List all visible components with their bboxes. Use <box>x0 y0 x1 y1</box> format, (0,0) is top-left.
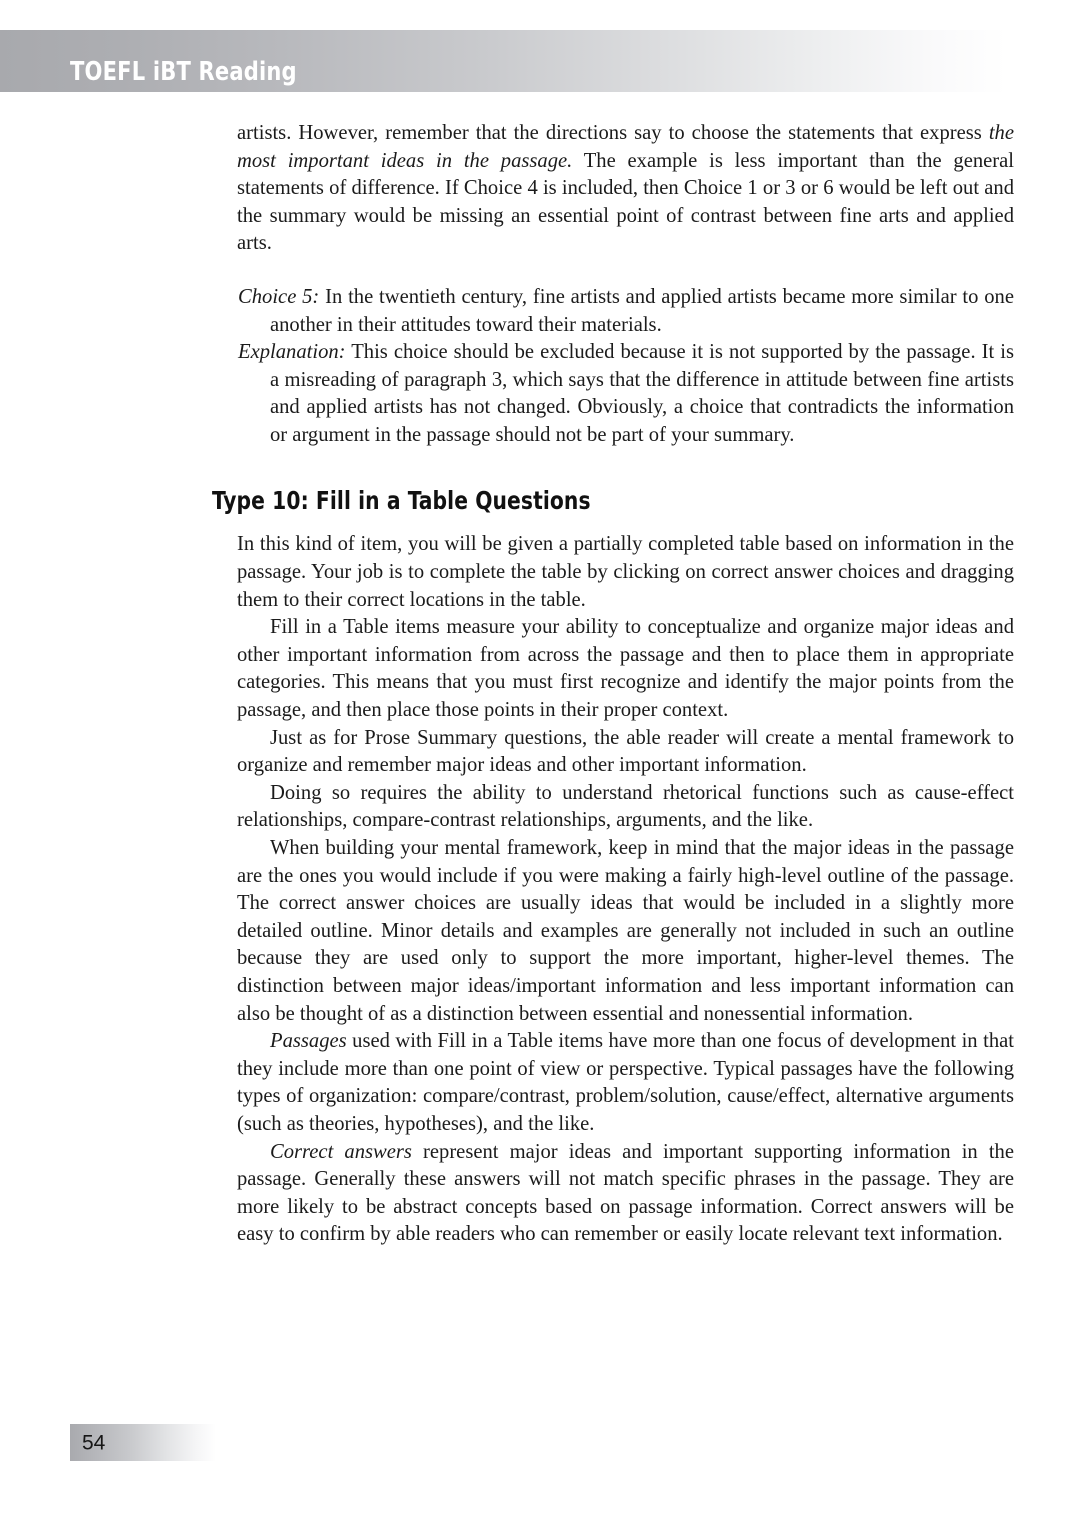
top-paragraph-part1: artists. However, remember that the directions say to choose the statements that express <box>237 122 989 144</box>
section-paragraph <box>237 780 1014 835</box>
running-head-title: TOEFL iBT Reading <box>70 57 297 87</box>
section-paragraph-italic-lead: Passages <box>270 1030 347 1053</box>
section-paragraph-text: used with Fill in a Table items have more than one focus of development in that they include more than one point of view or perspective. Typical passages have the following types of organization: compare/contrast, problem/solution, cause/effect, alternative arguments (such as theories, hypotheses), and the like. <box>237 1030 1014 1135</box>
explanation-label: Explanation: <box>238 341 346 364</box>
section-paragraph-text: Just as for Prose Summary questions, the able reader will create a mental framework to organize and remember major ideas and other important information. <box>237 726 1014 777</box>
folio-band <box>70 1424 216 1461</box>
section-paragraph-text: Doing so requires the ability to understand rhetorical functions such as cause-effect relationships, compare-contrast relationships, arguments, and the like. <box>237 781 1014 832</box>
explanation-text: This choice should be excluded because it is not supported by the passage. It is a misreading of paragraph 3, which says that the difference in attitude between fine artists and applied artists has not changed. Obviously, a choice that contradicts the information or argument in the passage should not be part of your summary. <box>270 341 1014 446</box>
section-paragraph-text: Fill in a Table items measure your ability to conceptualize and organize major ideas and other important information from across the passage and then to place them in appropriate categories. This means that you must first recognize and identify the major points from the passage, and then place those points in their proper context. <box>237 616 1014 722</box>
section-paragraph <box>237 1028 1014 1138</box>
section-paragraph <box>237 835 1014 1028</box>
running-head-band <box>0 30 1007 92</box>
choice-explanation-block <box>238 284 1014 450</box>
top-paragraph-part2: The example is less important than the general statements of difference. If Choice 4 is included, then Choice 1 or 3 or 6 would be left out and the summary would be missing an essential point of contrast between fine arts and applied arts. <box>237 149 1014 255</box>
section-paragraph-italic-lead: Correct answers <box>270 1140 412 1163</box>
choice-item <box>238 284 1014 339</box>
section-paragraph <box>237 614 1014 724</box>
top-paragraph-italic: the most important ideas in the passage. <box>237 122 1014 172</box>
section-paragraph-text: When building your mental framework, keep in mind that the major ideas in the passage are the ones you would include if you were making a fairly high-level outline of the passage. The correct answer choices are usually ideas that would be included in a slightly more detailed outline. Minor details and examples are generally not included in such an outline because they are used only to support the more important, higher-level themes. The distinction between major ideas/important information and less important information can also be thought of as a distinction between essential and nonessential information. <box>237 837 1014 1025</box>
choice-label: Choice 5: <box>238 285 320 308</box>
section-paragraph <box>237 725 1014 780</box>
section-paragraph-text: represent major ideas and important supporting information in the passage. Generally these answers will not match specific phrases in the passage. They are more likely to be abstract concepts based on passage information. Correct answers will be easy to confirm by able readers who can remember or easily locate relevant text information. <box>237 1140 1014 1246</box>
page-content <box>212 120 1014 1249</box>
top-paragraph-block <box>237 120 1014 258</box>
explanation-item <box>238 339 1014 449</box>
section-heading: Type 10: Fill in a Table Questions <box>212 485 591 515</box>
section-paragraph <box>237 1139 1014 1249</box>
section-heading-wrap <box>212 485 1014 515</box>
top-paragraph <box>237 120 1014 258</box>
page-number: 54 <box>82 1431 106 1454</box>
choice-text: In the twentieth century, fine artists and applied artists became more similar to one another in their attitudes toward their materials. <box>270 285 1014 336</box>
section-paragraph-text: In this kind of item, you will be given a partially completed table based on information in the passage. Your job is to complete the table by clicking on correct answer choices and dragging them to their correct locations in the table. <box>237 533 1014 611</box>
section-body <box>237 531 1014 1248</box>
section-paragraph <box>237 531 1014 614</box>
